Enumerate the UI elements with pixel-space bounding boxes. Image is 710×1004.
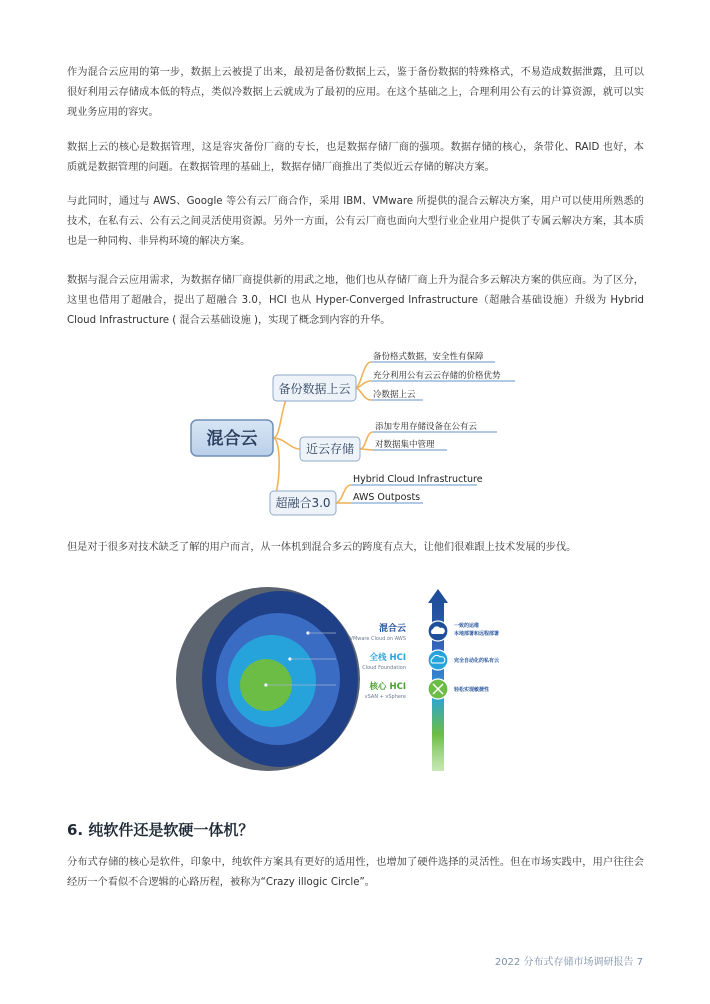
paragraph-software-core: 分布式存储的核心是软件，印象中，纯软件方案具有更好的适用性，也增加了硬件选择的灵活性。但在市场实践中，用户往往会经历一个看似不合逻辑的心路历程，被称为“Crazy illogic Circle”。 — [67, 857, 644, 888]
mindmap-branch-near-cloud — [300, 437, 360, 461]
mindmap-branch-label: 近云存储 — [305, 442, 355, 456]
paragraph-users-gap: 但是对于很多对技术缺乏了解的用户而言，从一体机到混合多云的跨度有点大，让他们很难跟上技术发展的步伐。 — [67, 542, 577, 553]
layer-desc: 一致的运维 — [454, 623, 480, 629]
layer-desc: 轻松实现敏捷性 — [454, 687, 490, 693]
mindmap-leaf: 对数据集中管理 — [375, 440, 435, 450]
mindmap-root-node — [191, 420, 273, 456]
paragraph-data-management: 数据上云的核心是数据管理，这是容灾备份厂商的专长，也是数据存储厂商的强项。数据存储的核心，条带化、RAID 也好，本质就是数据管理的问题。在数据管理的基础上，数据存储厂商推出了类似近云存储的解决方案。 — [67, 142, 644, 173]
cloud-outline-icon — [428, 650, 448, 670]
mindmap-leaf: 冷数据上云 — [373, 390, 416, 400]
mindmap-leaf: AWS Outposts — [353, 492, 421, 503]
layer-subtitle: VMware Cloud on AWS — [349, 636, 406, 642]
cloud-icon — [428, 621, 448, 641]
layer-title: 核心 HCI — [369, 682, 406, 692]
mindmap-branch-label: 超融合3.0 — [275, 496, 331, 510]
hci-layers-figure — [168, 585, 548, 775]
paragraph-public-cloud-partnership: 与此同时，通过与 AWS、Google 等公有云厂商合作，采用 IBM、VMware 所提供的混合云解决方案，用户可以使用所熟悉的技术，在私有云、公有云之间灵活使用资源。另外一方面，公有云厂商也面向大型行业企业用户提供了专属云解决方案，其本质也是一种同构、非异构环境的解决方案。 — [67, 196, 644, 247]
layer-subtitle: vSAN + vSphere — [364, 694, 406, 700]
page-footer: 2022 分布式存储市场调研报告 7 — [494, 957, 643, 968]
mindmap-branch-hci3 — [270, 491, 336, 515]
mindmap-branch-backup — [273, 375, 356, 401]
paragraph-hci-upgrade: 数据与混合云应用需求，为数据存储厂商提供新的用武之地，他们也从存储厂商上升为混合多云解决方案的供应商。为了区分，这里也借用了超融合，提出了超融合 3.0，HCI 也从 Hyper-Converged Infrastructure（超融合基础设施）升级为 Hybrid Cloud Infrastructure ( 混合云基础设施 )，实现了概念到内容的升华。 — [67, 275, 644, 326]
mindmap-leaf: 备份格式数据，安全性有保障 — [373, 352, 484, 362]
mindmap-root-label: 混合云 — [206, 429, 258, 449]
mindmap-branch-label: 备份数据上云 — [278, 382, 351, 396]
layer-desc: 完全自动化的私有云 — [454, 658, 500, 664]
layer-subtitle: Cloud Foundation — [362, 665, 406, 671]
section-heading: 6. 纯软件还是软硬一体机？ — [67, 821, 254, 839]
tools-icon — [428, 679, 448, 699]
layer-title: 全栈 HCI — [369, 653, 406, 663]
hybrid-cloud-mindmap — [185, 343, 525, 523]
layer-title: 混合云 — [378, 624, 406, 634]
mindmap-leaf: 添加专用存储设备在公有云 — [375, 422, 478, 432]
mindmap-leaf: 充分利用公有云云存储的价格优势 — [373, 371, 501, 381]
mindmap-leaf: Hybrid Cloud Infrastructure — [353, 474, 483, 485]
paragraph-hybrid-cloud-first-step: 作为混合云应用的第一步，数据上云被提了出来，最初是备份数据上云，鉴于备份数据的特殊格式，不易造成数据泄露，且可以很好利用云存储成本低的特点，类似冷数据上云就成为了最初的应用。在这个基础之上，合理利用公有云的计算资源，就可以实现业务应用的容灾。 — [67, 67, 644, 118]
layer-desc: 本地部署和远程部署 — [454, 631, 500, 637]
